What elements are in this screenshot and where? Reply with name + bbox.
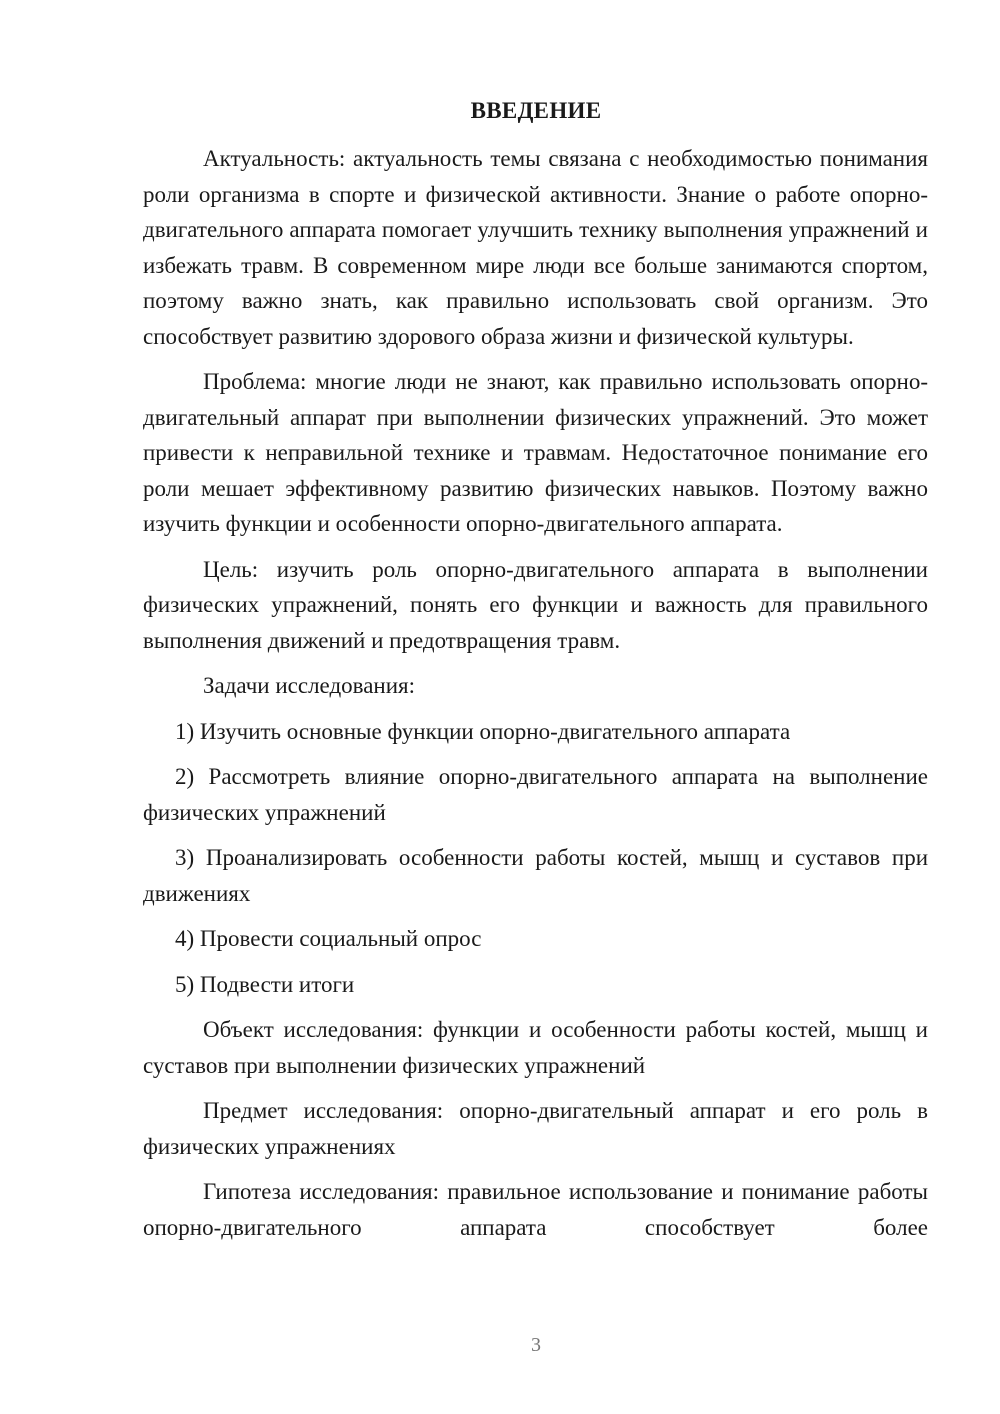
task-item-1: 1) Изучить основные функции опорно-двигательного аппарата — [175, 718, 791, 744]
object-paragraph: Объект исследования: функции и особенности работы костей, мышц и суставов при выполнении физических упражнений — [143, 1017, 928, 1078]
task-item-5: 5) Подвести итоги — [175, 971, 355, 997]
task-item-4: 4) Провести социальный опрос — [175, 926, 482, 951]
section-heading: ВВЕДЕНИЕ — [470, 98, 602, 123]
goal-paragraph: Цель: изучить роль опорно-двигательного аппарата в выполнении физических упражнений, понять его функции и важность для правильного выполнения движений и предотвращения травм. — [143, 556, 928, 653]
tasks-heading: Задачи исследования: — [203, 673, 416, 698]
problem-paragraph: Проблема: многие люди не знают, как правильно использовать опорно-двигательный аппарат при выполнении физических упражнений. Это может привести к неправильной технике и травмам. Недостаточное понимание его роли мешает эффективному развитию физических навыков. Поэтому важно изучить функции и особенности опорно-двигательного аппарата. — [143, 369, 928, 536]
task-item-2: 2) Рассмотреть влияние опорно-двигательного аппарата на выполнение физических упражнений — [143, 764, 928, 825]
body-text — [143, 141, 928, 1245]
page-number: 3 — [531, 1334, 541, 1356]
subject-paragraph: Предмет исследования: опорно-двигательный аппарат и его роль в физических упражнениях — [143, 1098, 928, 1159]
task-item-3: 3) Проанализировать особенности работы костей, мышц и суставов при движениях — [143, 845, 928, 906]
hypothesis-paragraph: Гипотеза исследования: правильное использование и понимание работы опорно-двигательного аппарата способствует более — [143, 1179, 928, 1240]
relevance-paragraph: Актуальность: актуальность темы связана с необходимостью понимания роли организма в спорте и физической активности. Знание о работе опорно-двигательного аппарата помогает улучшить технику выполнения упражнений и избежать травм. В современном мире люди все больше занимаются спортом, поэтому важно знать, как правильно использовать свой организм. Это способствует развитию здорового образа жизни и физической культуры. — [143, 146, 928, 349]
